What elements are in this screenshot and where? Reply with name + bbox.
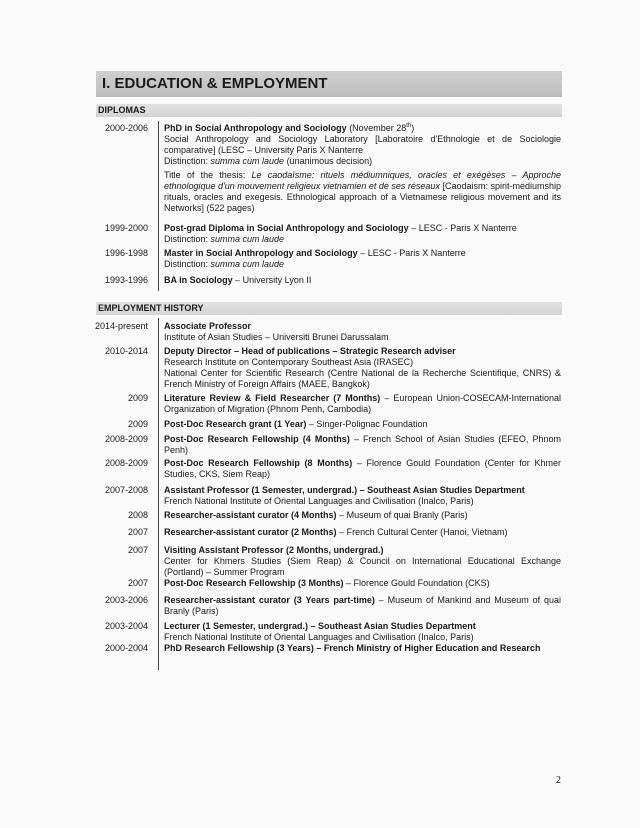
- employment-title: Deputy Director – Head of publications – Strategic Research adviser: [164, 346, 456, 356]
- section-title: I. EDUCATION & EMPLOYMENT: [96, 71, 562, 97]
- employment-date: 2010-2014: [104, 346, 148, 356]
- diploma-date: 2000-2006: [104, 123, 148, 133]
- diploma-distinction: summa cum laude: [210, 234, 285, 244]
- diploma-title: Post-grad Diploma in Social Anthropology and Sociology: [164, 223, 409, 233]
- employment-title: Literature Review & Field Researcher (7 Months): [164, 393, 381, 403]
- employment-title: Researcher-assistant curator (4 Months): [164, 510, 337, 520]
- employment-date: 2007: [127, 545, 148, 555]
- employment-line: Center for Khmers Studies (Siem Reap) & Council on International Educational Exchange (Portland) – Summer Program: [164, 556, 561, 577]
- employment-title: Post-Doc Research Fellowship (8 Months): [164, 458, 353, 468]
- employment-date: 2000-2004: [104, 643, 148, 653]
- employment-date: 2007-2008: [104, 485, 148, 495]
- employment-line: Research Institute on Contemporary Southeast Asia (IRASEC): [164, 357, 414, 367]
- diploma-date: 1993-1996: [104, 275, 148, 285]
- employment-line: French National Institute of Oriental Languages and Civilisation (Inalco, Paris): [164, 632, 474, 642]
- employment-line: French National Institute of Oriental Languages and Civilisation (Inalco, Paris): [164, 496, 474, 506]
- thesis-title: Le caodaïsme: rituels médiumniques, oracles et exégèses – Approche ethnologique d'un mouvement religieux vietnamien et de ses réseaux: [164, 170, 561, 191]
- employment-divider: [158, 318, 159, 670]
- employment-line: National Center for Scientific Research (Centre National de la Recherche Scientifique, CNRS) & French Ministry of Foreign Affairs (MAEE, Bangkok): [164, 368, 561, 389]
- employment-date: 2007: [127, 578, 148, 588]
- diploma-date: 1999-2000: [104, 223, 148, 233]
- employment-title: Post-Doc Research Fellowship (4 Months): [164, 434, 350, 444]
- employment-title: PhD Research Fellowship (3 Years) – French Ministry of Higher Education and Research: [164, 643, 541, 653]
- diploma-title: BA in Sociology: [164, 275, 233, 285]
- employment-title: Post-Doc Research Fellowship (3 Months): [164, 578, 344, 588]
- employment-line: Institute of Asian Studies – Universiti Brunei Darussalam: [164, 332, 389, 342]
- diploma-distinction: summa cum laude: [210, 259, 285, 269]
- diploma-title: Master in Social Anthropology and Sociology: [164, 248, 358, 258]
- employment-date: 2008-2009: [104, 434, 148, 444]
- diplomas-heading: DIPLOMAS: [96, 104, 562, 117]
- employment-date: 2008-2009: [104, 458, 148, 468]
- diploma-title: PhD in Social Anthropology and Sociology: [164, 123, 347, 133]
- employment-date: 2003-2004: [104, 621, 148, 631]
- employment-date: 2009: [127, 393, 148, 403]
- employment-title: Lecturer (1 Semester, undergrad.) – Southeast Asian Studies Department: [164, 621, 476, 631]
- diploma-lab: Social Anthropology and Sociology Laboratory [Laboratoire d'Ethnologie et de Sociologie comparative] (LESC – University Paris X Nanterre: [164, 134, 561, 155]
- cv-page: I. EDUCATION & EMPLOYMENT DIPLOMAS 2000-2006 PhD in Social Anthropology and Sociology (November 28th) Social Anthropology and Sociology Laboratory [Laboratoire d'Ethnologie et de Sociologie comparative] (LESC – University Paris X Nanterre Distinction: summa cum laude (unanimous decision) Title of the thesis: Le caodaïsme: rituels médiumniques, oracles et exégèses – Approche ethnologique d'un mouvement religieux vietnamien et de ses réseaux [Caodaism: spirit-mediumship rituals, oracles and exegesis. Ethnological approach of a Vietnamese religious movement and its Networks] (522 pages) 1999-2000 Post-grad Diploma in Social Anthropology and Sociology – LESC - Paris X Nanterre Distinction: summa cum laude 1996-1998 Master in Social Anthropology and Sociology – LESC - Paris X Nanterre Distinction: summa cum laude 1993-1996 BA in Sociology – University Lyon II EMPLOYMENT HISTORY 2014-present Associate Professor Institute of Asian Studies – Universiti Brunei Darussalam 2010-2014 Deputy Director – Head of publications – Strategic Research adviser Research Institute on Contemporary Southeast Asia (IRASEC) National Center for Scientific Research (Centre National de la Recherche Scientifique, CNRS) & French Ministry of Foreign Affairs (MAEE, Bangkok) 2009 Literature Review & Field Researcher (7 Months) – European Union-COSECAM-International Organization of Migration (Phnom Penh, Cambodia) 2009 Post-Doc Research grant (1 Year) – Singer-Polignac Foundation 2008-2009 Post-Doc Research Fellowship (4 Months) – French School of Asian Studies (EFEO, Phnom Penh) 2008-2009 Post-Doc Research Fellowship (8 Months) – Florence Gould Foundation (Center for Khmer Studies, CKS, Siem Reap) 2007-2008 Assistant Professor (1 Semester, undergrad.) – Southeast Asian Studies Department French National Institute of Oriental Languages and Civilisation (Inalco, Paris) 2008 Researcher-assistant curator (4 Months) – Museum of quai Branly (Paris) 2007 Researcher-assistant curator (2 Months) – French Cultural Center (Hanoi, Vietnam) 2007 Visiting Assistant Professor (2 Months, undergrad.) Center for Khmers Studies (Siem Reap) & Council on International Educational Exchange (Portland) – Summer Program 2007 Post-Doc Research Fellowship (3 Months) – Florence Gould Foundation (CKS) 2003-2006 Researcher-assistant curator (3 Years part-time) – Museum of Mankind and Museum of quai Branly (Paris) 2003-2004 Lecturer (1 Semester, undergrad.) – Southeast Asian Studies Department French National Institute of Oriental Languages and Civilisation (Inalco, Paris) 2000-2004 PhD Research Fellowship (3 Years) – French Ministry of Higher Education and Research 2: [0, 0, 640, 828]
- employment-heading: EMPLOYMENT HISTORY: [96, 302, 562, 315]
- employment-title: Researcher-assistant curator (2 Months): [164, 527, 337, 537]
- employment-date: 2007: [127, 527, 148, 537]
- employment-title: Visiting Assistant Professor (2 Months, undergrad.): [164, 545, 384, 555]
- diplomas-divider: [158, 121, 159, 291]
- employment-date: 2008: [127, 510, 148, 520]
- diploma-distinction: summa cum laude: [210, 156, 285, 166]
- diploma-date: 1996-1998: [104, 248, 148, 258]
- employment-title: Associate Professor: [164, 321, 252, 331]
- employment-title: Assistant Professor (1 Semester, undergrad.) – Southeast Asian Studies Department: [164, 485, 525, 495]
- page-number: 2: [556, 775, 561, 786]
- employment-date: 2014-present: [94, 321, 148, 331]
- employment-date: 2009: [127, 419, 148, 429]
- employment-date: 2003-2006: [104, 595, 148, 605]
- employment-title: Researcher-assistant curator (3 Years part-time): [164, 595, 375, 605]
- employment-title: Post-Doc Research grant (1 Year): [164, 419, 307, 429]
